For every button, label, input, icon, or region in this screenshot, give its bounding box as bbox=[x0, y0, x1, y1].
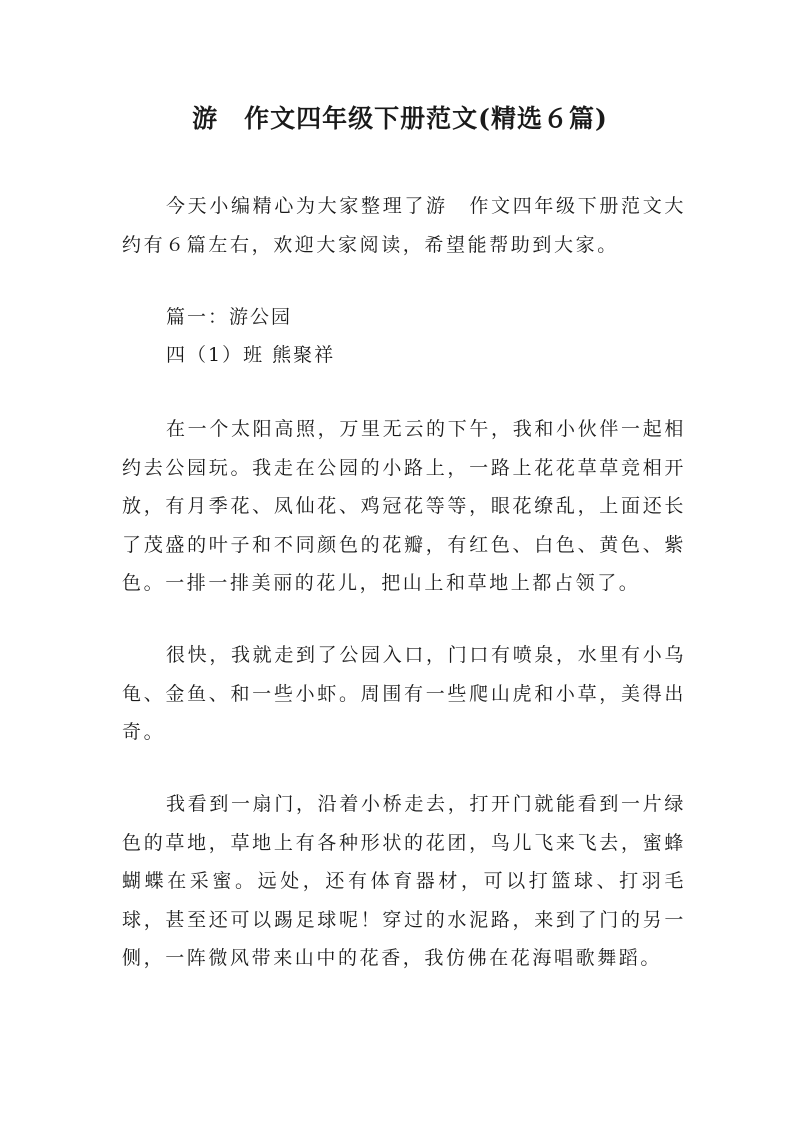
body-paragraph-2: 很快，我就走到了公园入口，门口有喷泉，水里有小乌龟、金鱼、和一些小虾。周围有一些爬山虎和小草，美得出奇。 bbox=[122, 644, 686, 743]
body-paragraph-3: 我看到一扇门，沿着小桥走去，打开门就能看到一片绿色的草地，草地上有各种形状的花团，鸟儿飞来飞去，蜜蜂蝴蝶在采蜜。远处，还有体育器材，可以打篮球、打羽毛球，甚至还可以踢足球呢！穿过的水泥路，来到了门的另一侧，一阵微风带来山中的花香，我仿佛在花海唱歌舞蹈。 bbox=[122, 793, 686, 969]
body-paragraph-1: 在一个太阳高照，万里无云的下午，我和小伙伴一起相约去公园玩。我走在公园的小路上，一路上花花草草竞相开放，有月季花、凤仙花、鸡冠花等等，眼花缭乱，上面还长了茂盛的叶子和不同颜色的花瓣，有红色、白色、黄色、紫色。一排一排美丽的花儿，把山上和草地上都占领了。 bbox=[122, 418, 686, 594]
author-line: 四（1）班 熊聚祥 bbox=[166, 344, 336, 366]
section-heading: 篇一：游公园 bbox=[166, 306, 293, 328]
intro-paragraph: 今天小编精心为大家整理了游 作文四年级下册范文大约有６篇左右，欢迎大家阅读，希望能帮助到大家。 bbox=[122, 195, 686, 256]
document-title: 游 作文四年级下册范文(精选６篇) bbox=[192, 104, 608, 133]
